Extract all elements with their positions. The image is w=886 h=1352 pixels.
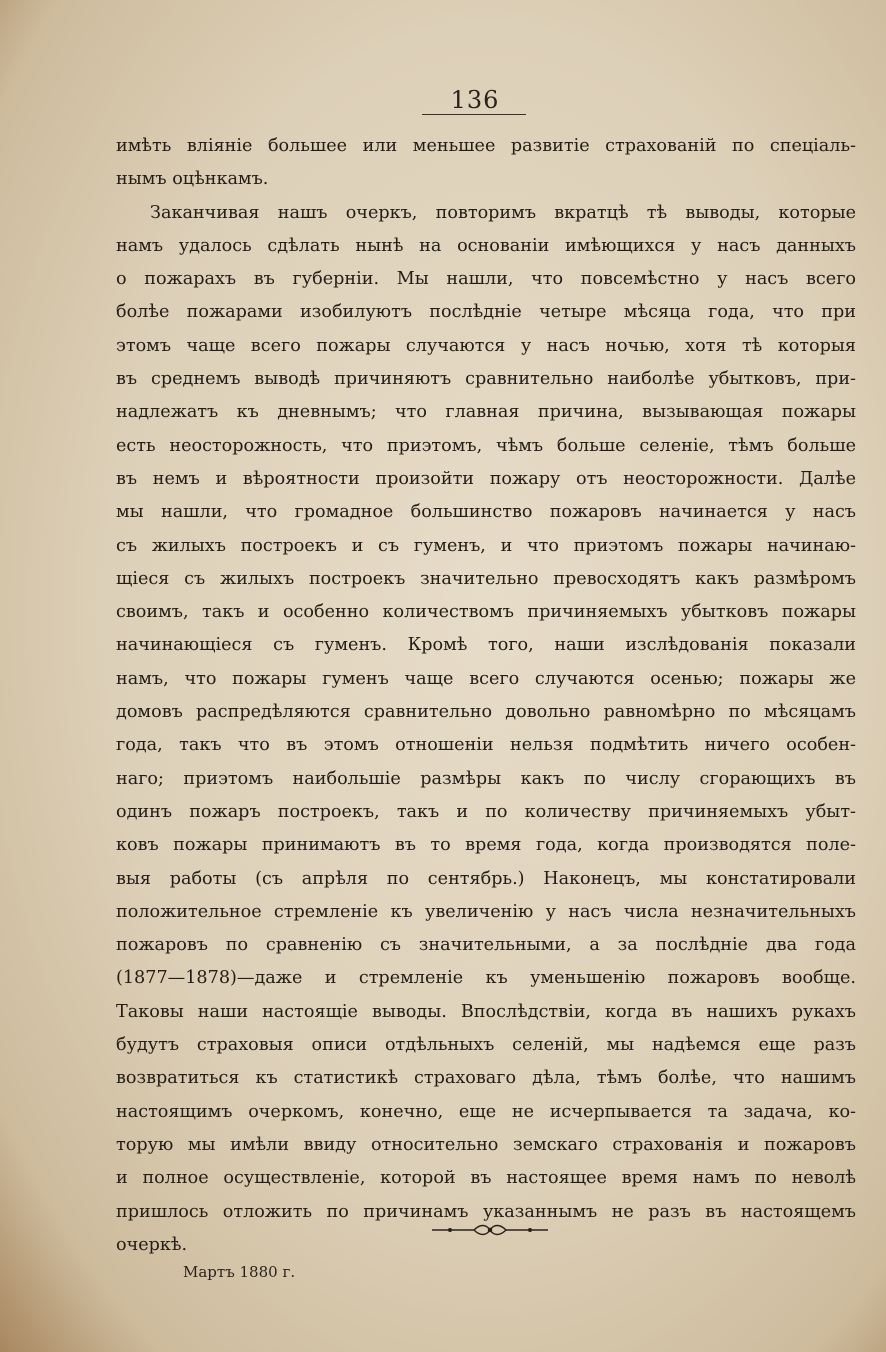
text-line: одинъ пожаръ построекъ, такъ и по количеству причиняемыхъ убыт-: [116, 801, 856, 822]
text-line: положительное стремленіе къ увеличенію у насъ числа незначительныхъ: [116, 901, 856, 922]
text-line: ковъ пожары принимаютъ въ то время года, когда производятся поле-: [116, 835, 856, 856]
body-text: [116, 130, 856, 1262]
text-line: настоящимъ очеркомъ, конечно, еще не исчерпывается та задача, ко-: [116, 1101, 856, 1122]
text-line: въ немъ и вѣроятности произойти пожару отъ неосторожности. Далѣе: [116, 468, 856, 489]
text-line: имѣть вліяніе большее или меньшее развитіе страхованій по спеціаль-: [116, 136, 856, 156]
text-line: и полное осуществленіе, которой въ настоящее время намъ по неволѣ: [116, 1168, 856, 1189]
text-line: пожаровъ по сравненію съ значительными, а за послѣдніе два года: [116, 935, 856, 956]
text-line: Таковы наши настоящіе выводы. Впослѣдствіи, когда въ нашихъ рукахъ: [116, 1001, 856, 1022]
text-line: намъ удалось сдѣлать нынѣ на основаніи имѣющихся у насъ данныхъ: [116, 235, 856, 256]
text-line: очеркѣ.: [116, 1234, 188, 1255]
page-number-rule: [422, 114, 526, 115]
text-line: о пожарахъ въ губерніи. Мы нашли, что повсемѣстно у насъ всего: [116, 269, 856, 290]
date-signoff: Мартъ 1880 г.: [183, 1263, 296, 1281]
text-line: щіеся съ жилыхъ построекъ значительно превосходятъ какъ размѣромъ: [116, 568, 856, 589]
text-line: будутъ страховыя описи отдѣльныхъ селеній, мы надѣемся еще разъ: [116, 1035, 856, 1056]
text-line: намъ, что пожары гуменъ чаще всего случаются осенью; пожары же: [116, 668, 856, 689]
text-line: возвратиться къ статистикѣ страховаго дѣла, тѣмъ болѣе, что нашимъ: [116, 1068, 856, 1089]
text-line: пришлось отложить по причинамъ указаннымъ не разъ въ настоящемъ: [116, 1201, 856, 1222]
text-line: года, такъ что въ этомъ отношеніи нельзя подмѣтить ничего особен-: [116, 735, 856, 756]
text-line: этомъ чаще всего пожары случаются у насъ ночью, хотя тѣ которыя: [116, 335, 856, 356]
text-line: надлежатъ къ дневнымъ; что главная причина, вызывающая пожары: [116, 402, 856, 423]
text-line: наго; приэтомъ наибольшіе размѣры какъ по числу сгорающихъ въ: [116, 768, 856, 789]
text-line: въ среднемъ выводѣ причиняютъ сравнительно наиболѣе убытковъ, при-: [116, 369, 856, 390]
text-line: мы нашли, что громадное большинство пожаровъ начинается у насъ: [116, 502, 856, 523]
text-line: торую мы имѣли ввиду относительно земскаго страхованія и пожаровъ: [116, 1134, 856, 1155]
text-line: начинающіеся съ гуменъ. Кромѣ того, наши изслѣдованія показали: [116, 635, 856, 656]
text-line: выя работы (съ апрѣля по сентябрь.) Наконецъ, мы констатировали: [116, 868, 856, 889]
text-line: (1877—1878)—даже и стремленіе къ уменьшенію пожаровъ вообще.: [116, 968, 856, 989]
text-line: есть неосторожность, что приэтомъ, чѣмъ больше селеніе, тѣмъ больше: [116, 435, 856, 456]
text-line: Заканчивая нашъ очеркъ, повторимъ вкратцѣ тѣ выводы, которые: [150, 202, 856, 223]
text-line: домовъ распредѣляются сравнительно довольно равномѣрно по мѣсяцамъ: [116, 702, 856, 723]
text-line: нымъ оцѣнкамъ.: [116, 169, 269, 190]
page-number: 136: [450, 86, 500, 114]
end-ornament-icon: [430, 1222, 550, 1238]
text-line: своимъ, такъ и особенно количествомъ причиняемыхъ убытковъ пожары: [116, 602, 856, 623]
text-line: болѣе пожарами изобилуютъ послѣдніе четыре мѣсяца года, что при: [116, 302, 856, 323]
text-line: съ жилыхъ построекъ и съ гуменъ, и что приэтомъ пожары начинаю-: [116, 535, 856, 556]
